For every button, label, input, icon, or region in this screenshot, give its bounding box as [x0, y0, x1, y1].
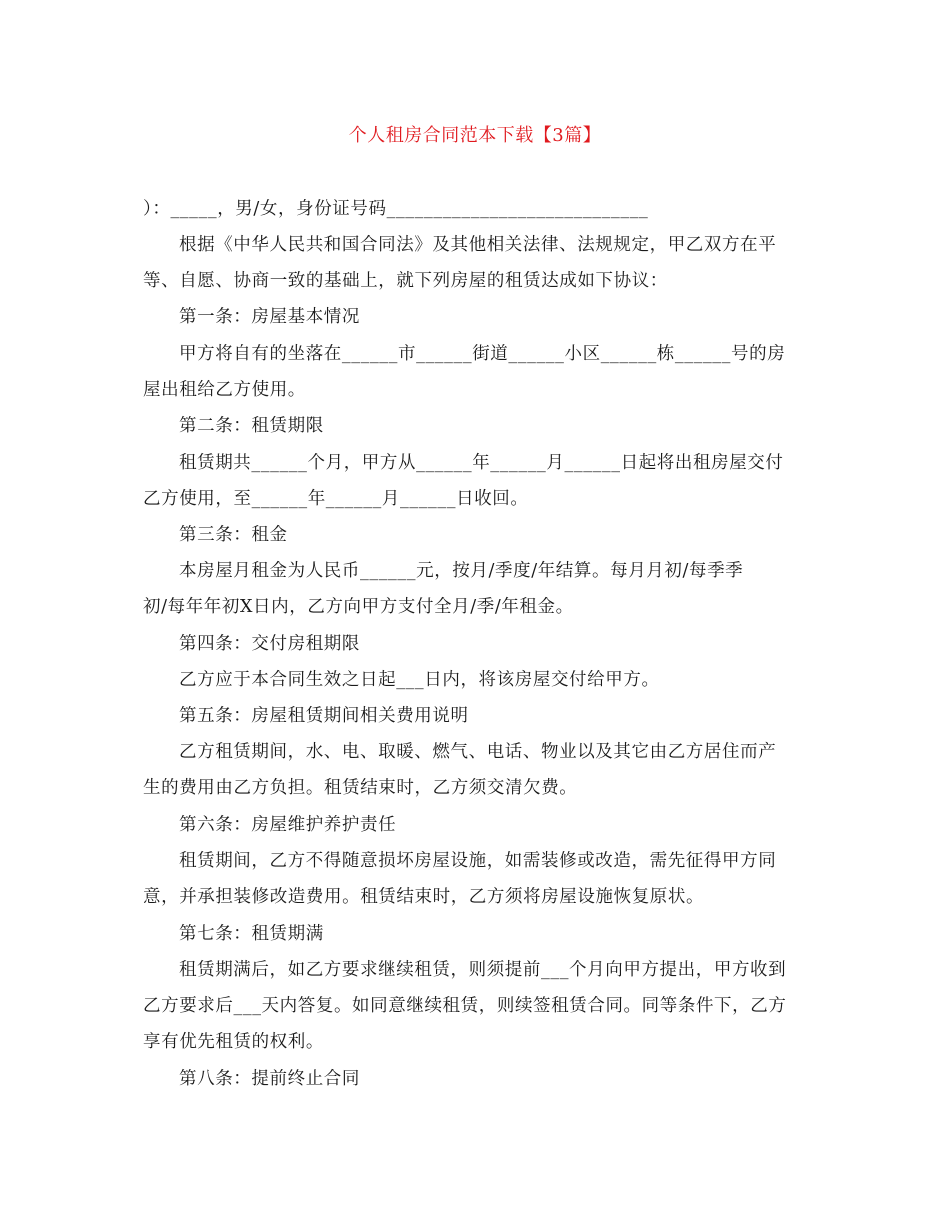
article-heading: 第一条：房屋基本情况	[179, 307, 360, 327]
paragraph-line: 屋出租给乙方使用。	[143, 380, 306, 400]
paragraph-line: 享有优先租赁的权利。	[143, 1032, 324, 1052]
paragraph-line: 等、自愿、协商一致的基础上，就下列房屋的租赁达成如下协议：	[143, 271, 668, 291]
article-heading: 第八条：提前终止合同	[179, 1069, 360, 1089]
article-heading: 第二条：租赁期限	[179, 416, 324, 436]
paragraph-line: 乙方应于本合同生效之日起___日内，将该房屋交付给甲方。	[179, 670, 660, 690]
article-heading: 第七条：租赁期满	[179, 924, 324, 944]
paragraph-line: 甲方将自有的坐落在______市______街道______小区______栋______号的房	[179, 344, 786, 364]
paragraph-line: 生的费用由乙方负担。租赁结束时，乙方须交清欠费。	[143, 778, 578, 798]
article-heading: 第五条：房屋租赁期间相关费用说明	[179, 706, 469, 726]
paragraph-line: 根据《中华人民共和国合同法》及其他相关法律、法规规定，甲乙双方在平	[179, 235, 777, 255]
paragraph-line: 初/每年年初X日内，乙方向甲方支付全月/季/年租金。	[143, 597, 574, 617]
paragraph-line: 乙方租赁期间，水、电、取暖、燃气、电话、物业以及其它由乙方居住而产	[179, 742, 777, 762]
paragraph-line: 租赁期共______个月，甲方从______年______月______日起将出租房屋交付	[179, 453, 784, 473]
article-heading: 第六条：房屋维护养护责任	[179, 815, 397, 835]
paragraph-line: 乙方使用，至______年______月______日收回。	[143, 489, 529, 509]
article-heading: 第四条：交付房租期限	[179, 634, 360, 654]
document-title: 个人租房合同范本下载【3篇】	[348, 125, 602, 146]
paragraph-line: 租赁期满后，如乙方要求继续租赁，则须提前___个月向甲方提出，甲方收到	[179, 960, 787, 980]
paragraph-line: 乙方要求后___天内答复。如同意继续租赁，则续签租赁合同。同等条件下，乙方	[143, 996, 787, 1016]
party-line: ）：_____，男/女，身份证号码____________________________	[143, 199, 649, 219]
paragraph-line: 意，并承担装修改造费用。租赁结束时，乙方须将房屋设施恢复原状。	[143, 887, 705, 907]
article-heading: 第三条：租金	[179, 525, 288, 545]
paragraph-line: 租赁期间，乙方不得随意损坏房屋设施，如需装修或改造，需先征得甲方同	[179, 851, 777, 871]
paragraph-line: 本房屋月租金为人民币______元，按月/季度/年结算。每月月初/每季季	[179, 561, 744, 581]
